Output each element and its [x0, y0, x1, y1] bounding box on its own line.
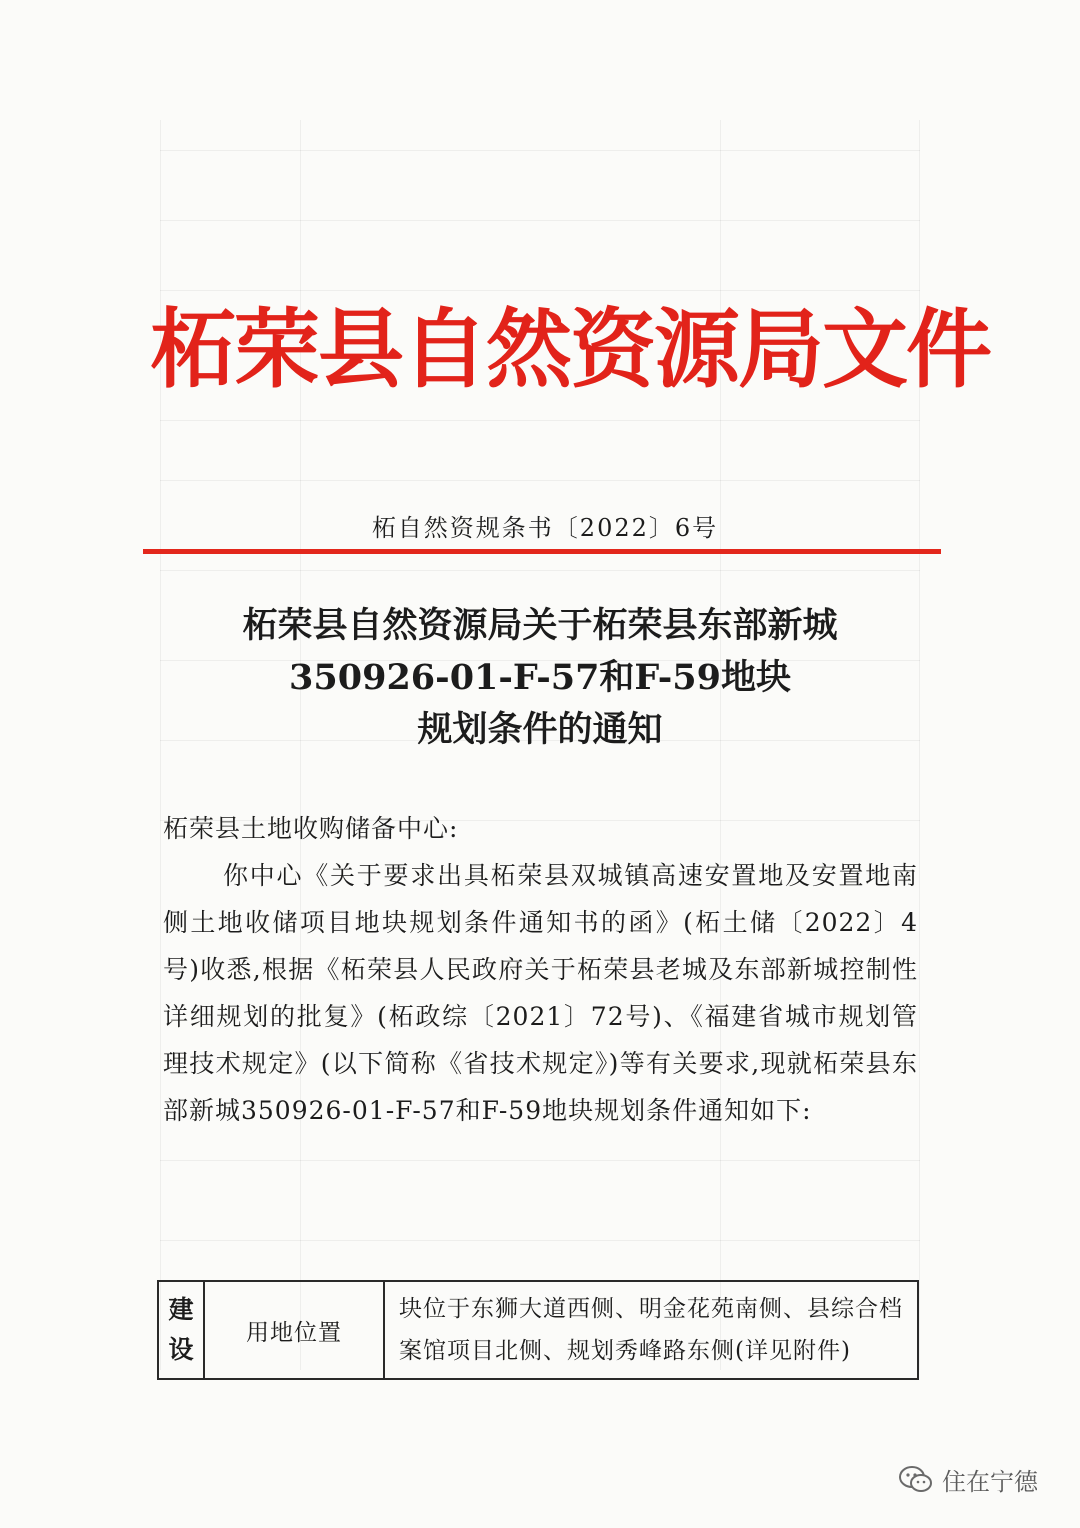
notice-body	[163, 805, 918, 1134]
title-line-1: 柘荣县自然资源局关于柘荣县东部新城	[242, 605, 838, 646]
document-number: 柘自然资规条书〔2022〕6号	[371, 514, 719, 542]
red-divider-line	[143, 549, 941, 554]
wechat-icon	[898, 1465, 934, 1495]
agency-file-header: 柘荣县自然资源局文件	[150, 300, 990, 400]
watermark-text: 住在宁德	[942, 1468, 1038, 1496]
title-line-2: 350926-01-F-57和F-59地块	[289, 657, 791, 698]
source-watermark	[898, 1462, 1038, 1497]
title-line-3: 规划条件的通知	[417, 709, 663, 750]
planning-conditions-table	[157, 1280, 919, 1380]
row-value-land-location: 块位于东狮大道西侧、明金花苑南侧、县综合档案馆项目北侧、规划秀峰路东侧(详见附件)	[384, 1281, 918, 1379]
row-label-land-location: 用地位置	[204, 1281, 384, 1379]
salutation: 柘荣县土地收购储备中心:	[163, 814, 459, 843]
category-char: 设	[168, 1335, 194, 1364]
notice-title	[140, 600, 940, 756]
category-cell	[158, 1281, 204, 1379]
body-paragraph: 你中心《关于要求出具柘荣县双城镇高速安置地及安置地南侧土地收储项目地块规划条件通知书的函》(柘土储〔2022〕4号)收悉,根据《柘荣县人民政府关于柘荣县老城及东部新城控制性详细规划的批复》(柘政综〔2021〕72号)、《福建省城市规划管理技术规定》(以下简称《省技术规定》)等有关要求,现就柘荣县东部新城350926-01-F-57和F-59地块规划条件通知如下:	[163, 861, 918, 1125]
table-row	[158, 1281, 918, 1379]
category-char: 建	[168, 1295, 194, 1324]
